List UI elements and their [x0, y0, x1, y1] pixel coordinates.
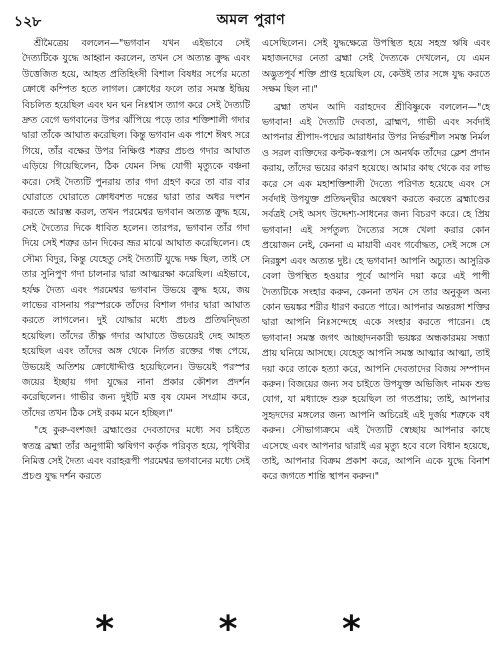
section-break-ornament: * * *: [95, 609, 407, 650]
paragraph: এসেছিলেন। সেই যুদ্ধক্ষেত্রে উপস্থিত হয়ে সহস্র ঋষি এবং মহাজনদের নেতা ব্রহ্মা সেই দৈত্যকে দেখলেন, যে এমন অদ্ভুতপূর্ব শক্তি প্রাপ্ত হয়েছিল যে, কেউই তার সঙ্গে যুদ্ধ করতে সক্ষম ছিল না।": [262, 38, 490, 96]
paragraph: ব্রহ্মা তখন আদি বরাহদেব শ্রীবিষ্ণুকে বললেন—"হে ভগবান! এই দৈত্যটি দেবতা, ব্রাহ্মণ, গাভী এবং সর্বদাই আপনার শ্রীপাদ-পদ্মের আরাধনার উপর নির্ভরশীল সমস্ত নির্মল ও সরল ব্যক্তিদের কণ্টক-স্বরূপ। সে অনর্থক তাঁদের ক্লেশ প্রদান করায়, তাঁদের ভয়ের কারণ হয়েছে। আমার কাছ থেকে বর লাভ করে সে এক মহাশক্তিশালী দৈত্যে পরিণত হয়েছে এবং সে সর্বদাই উপযুক্ত প্রতিদ্বন্দ্বীর অন্বেষণ করতে করতে ব্রহ্মাণ্ডের সর্বত্রই সেই অসৎ উদ্দেশ্য-সাধনের জন্য বিচরণ করে। হে প্রিয় ভগবান! এই সর্পতুল্য দৈত্যের সঙ্গে খেলা করার কোন প্রয়োজন নেই, কেননা এ মায়াবী এবং গর্বোদ্ধত, সেই সঙ্গে সে নিরঙ্কুশ এবং অত্যন্ত দুষ্ট। হে ভগবান! আপনি অচ্যুত। আসুরিক বেলা উপস্থিত হওয়ার পূর্বে আপনি দয়া করে এই পাপী দৈত্যটিকে সংহার করুন, কেননা তখন সে তার অনুকূল অন্য কোন ভয়ঙ্কর শরীর ধারণ করতে পারে। আপনার অন্তরঙ্গা শক্তির দ্বারা আপনি নিঃসন্দেহে একে সংহার করতে পারেন। হে ভগবান! সমস্ত জগৎ আচ্ছাদনকারী ভয়ঙ্কর অন্ধকারময় সন্ধ্যা প্রায় ঘনিয়ে আসছে। যেহেতু আপনি সমস্ত আত্মার আত্মা, তাই দয়া করে তাকে হত্যা করে, আপনি দেবতাদের বিজয় সম্পাদন করুন। বিজয়ের জন্য সব চাইতে উপযুক্ত অভিজিৎ নামক শুভ যোগ, যা মধ্যাহ্নে শুরু হয়েছিল তা গতপ্রায়; তাই, আপনার সুহৃদদের মঙ্গলের জন্য আপনি অচিরেই এই দুর্জয় শত্রুকে বধ করুন। সৌভাগ্যক্রমে এই দৈত্যটি স্বেচ্ছায় আপনার কাছে এসেছে এবং আপনার দ্বারাই এর মৃত্যু হবে বলে বিধান হয়েছে, তাই, আপনার বিক্রম প্রকাশ করে, আপনি একে যুদ্ধে বিনাশ করে জগতে শান্তি স্থাপন করুন।": [262, 101, 490, 483]
text-columns: [22, 36, 490, 616]
running-title: অমল পুরাণ: [216, 12, 286, 28]
paragraph: শ্রীমৈত্রেয় বললেন—"ভগবান যখন এইভাবে সেই দৈত্যটিকে যুদ্ধে আহ্বান করলেন, তখন সে অত্যন্ত ক্রুদ্ধ এবং উত্তেজিত হয়ে, আহত প্রতিহিংসী বিশাল বিষধর সর্পের মতো ক্রোধে কম্পিত হতে লাগল। ক্রোধের ফলে তার সমস্ত ইন্দ্রিয় বিচলিত হয়েছিল এবং ঘন ঘন নিঃশ্বাস ত্যাগ করে সেই দৈত্যটি দ্রুত বেগে ভগবানের উপর ঝাঁপিয়ে পড়ে তার শক্তিশালী গদার দ্বারা তাঁকে আঘাত করেছিল। কিন্তু ভগবান এক পাশে ঈষৎ সরে গিয়ে, তাঁর বক্ষের উপর নিক্ষিপ্ত শত্রুর প্রচণ্ড গদার আঘাত এড়িয়ে গিয়েছিলেন, ঠিক যেমন সিদ্ধ যোগী মৃত্যুকে বঞ্চনা করে। সেই দৈত্যটি পুনরায় তার গদা গ্রহণ করে তা বার বার ঘোরাতে ঘোরাতে ক্রোধবশত দন্তের দ্বারা তার অধর দংশন করতে আরম্ভ করল, তখন পরমেশ্বর ভগবান অত্যন্ত ক্রুদ্ধ হয়ে, সেই দৈত্যের দিকে ধাবিত হলেন। তারপর, ভগবান তাঁর গদা দিয়ে সেই শত্রুর ডান দিকের ভ্রূর মাঝে আঘাত করেছিলেন। হে সৌম্য বিদুর, কিন্তু যেহেতু সেই দৈত্যটি যুদ্ধে দক্ষ ছিল, তাই সে তার সুনিপুণ গদা চালনার দ্বারা আত্মরক্ষা করেছিল। এইভাবে, হর্যক্ষ দৈত্য এবং পরমেশ্বর ভগবান উভয়ে ক্রুদ্ধ হয়ে, জয় লাভের বাসনায় পরস্পরকে তাঁদের বিশাল গদার দ্বারা আঘাত করতে লাগলেন। দুই যোদ্ধার মধ্যে প্রচণ্ড প্রতিদ্বন্দ্বিতা হয়েছিল। তাঁদের তীক্ষ্ণ গদার আঘাতে উভয়েরই দেহ আহত হয়েছিল এবং তাঁদের অঙ্গ থেকে নির্গত রক্তের গন্ধ পেয়ে, উভয়েই অতিশয় ক্রোধোদ্দীপ্ত হয়েছিলেন। উভয়েই পরস্পর জয়ের ইচ্ছায় গদা যুদ্ধের নানা প্রকার কৌশল প্রদর্শন করেছিলেন। গাভীর জন্য দুইটি মত্ত বৃষ যেমন সংগ্রাম করে, তাঁদের তখন ঠিক সেই রকম মনে হচ্ছিল।": [22, 38, 250, 419]
left-column: [22, 36, 250, 616]
paragraph: "হে কুরু-বংশজ! ব্রহ্মাণ্ডের দেবতাদের মধ্যে সব চাইতে স্বতন্ত্র ব্রহ্মা তাঁর অনুগামী ঋষিগণ কর্তৃক পরিবৃত হয়ে, পৃথিবীর নিমিত্ত সেই দৈত্য এবং বরাহরূপী পরমেশ্বর ভগবানের মধ্যে সেই প্রচণ্ড যুদ্ধ দর্শন করতে: [22, 425, 250, 483]
page-number: ১২৮: [14, 14, 42, 30]
right-column: [262, 36, 490, 616]
